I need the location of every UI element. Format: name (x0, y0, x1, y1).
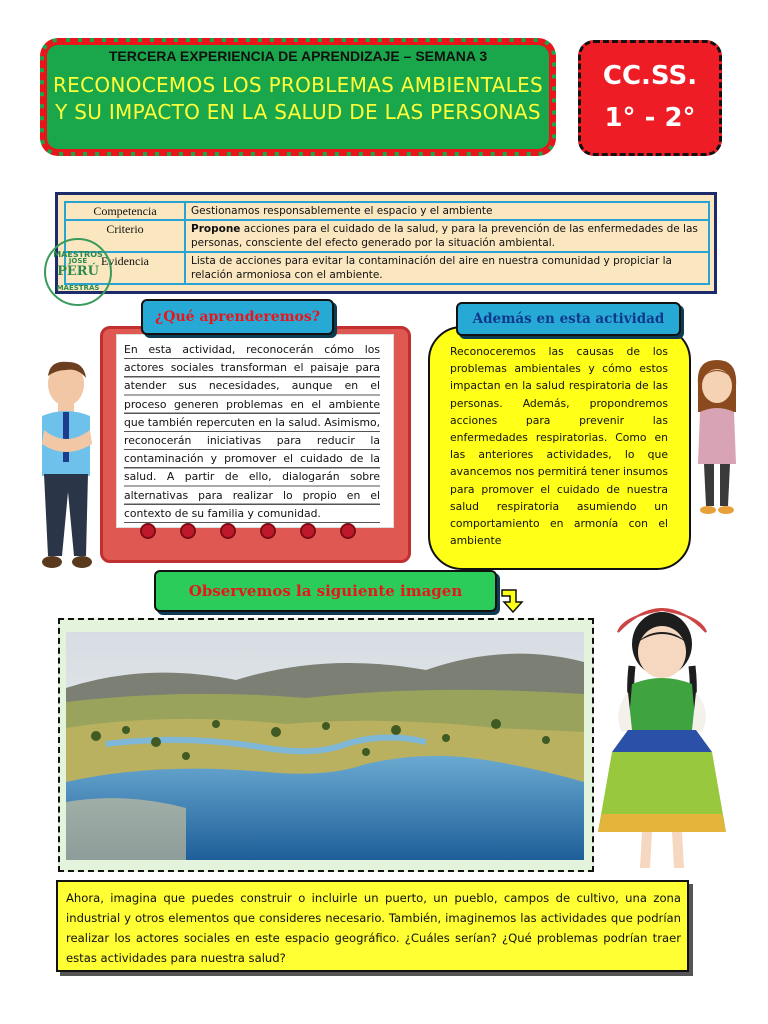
learn-text: En esta actividad, reconocerán cómo los actores sociales transforman el paisaje para atender sus necesidades, aunque en el proceso generen problemas en el ambiente que también repercuten en la salud. Asimismo, reconocerán iniciativas para reducir la contaminación y promover el cuidado de la salud. A partir de ello, dialogarán sobre alternativas para realizar lo propio en el contexto de su familia y comunidad. (124, 341, 380, 523)
course-name: CC.SS. (602, 61, 698, 91)
row-key: Criterio (65, 220, 185, 252)
ring-icon (300, 523, 316, 539)
row-value (185, 220, 709, 252)
header-banner (40, 38, 556, 156)
row-value: Lista de acciones para evitar la contaminación del aire en nuestra comunidad y propiciar la relación armoniosa con el ambiente. (185, 252, 709, 284)
ring-icon (340, 523, 356, 539)
ring-icon (140, 523, 156, 539)
observe-heading: Observemos la siguiente imagen (154, 570, 497, 612)
ring-icon (220, 523, 236, 539)
landscape-photo (66, 632, 584, 860)
stamp-bottom-text: MAESTRAS (56, 284, 100, 292)
course-badge (578, 40, 722, 156)
stamp-name-text: JOSÉ (68, 257, 88, 265)
table-row (65, 252, 709, 284)
traditional-girl-illustration (592, 592, 732, 880)
ring-icon (180, 523, 196, 539)
row-value-text: acciones para el cuidado de la salud, y para la prevención de las enfermedades de las personas, consciente del efecto generado por la situación ambiental. (191, 223, 698, 249)
ring-icon (260, 523, 276, 539)
experience-subtitle: TERCERA EXPERIENCIA DE APRENDIZAJE – SEMANA 3 (108, 48, 488, 64)
course-grades: 1° - 2° (604, 103, 696, 133)
row-key: Competencia (65, 202, 185, 220)
question-text: Ahora, imagina que puedes construir o incluirle un puerto, un pueblo, campos de cultivo, una zona industrial y otros elementos que consideres necesario. También, imaginemos las actividades que podrían realizar los actores sociales en este espacio geográfico. ¿Cuáles serían? ¿Qué problemas podrían traer estas actividades para nuestra salud? (66, 891, 681, 965)
table-row (65, 220, 709, 252)
page-title: RECONOCEMOS LOS PROBLEMAS AMBIENTALES Y SU IMPACTO EN LA SALUD DE LAS PERSONAS (52, 73, 544, 124)
learn-heading: ¿Qué aprenderemos? (141, 299, 334, 335)
girl-illustration (690, 356, 744, 516)
notebook-rings (140, 523, 380, 543)
table-row (65, 202, 709, 220)
arrow-down-right-icon (500, 586, 526, 614)
row-value: Gestionamos responsablemente el espacio y el ambiente (185, 202, 709, 220)
competency-table (64, 201, 710, 285)
teacher-stamp (44, 238, 112, 306)
also-heading: Además en esta actividad (456, 302, 681, 336)
stamp-middle-text: PERÚ (57, 264, 99, 279)
stamp-top-text: MAESTROS (53, 250, 103, 259)
row-key: Evidencia (65, 252, 185, 284)
also-text: Reconoceremos las causas de los problemas ambientales y cómo estos impactan en la salud respiratoria de las personas. Además, propondremos acciones para prevenir las enfermedades respiratorias. Como en las anteriores actividades, lo que avancemos nos permitirá tener insumos para promover el cuidado de nuestra salud respiratoria asumiendo un comportamiento en armonía con el ambiente (450, 345, 669, 548)
competency-panel (55, 192, 717, 294)
row-value-bold: Propone (191, 223, 241, 235)
boy-illustration (28, 356, 108, 580)
